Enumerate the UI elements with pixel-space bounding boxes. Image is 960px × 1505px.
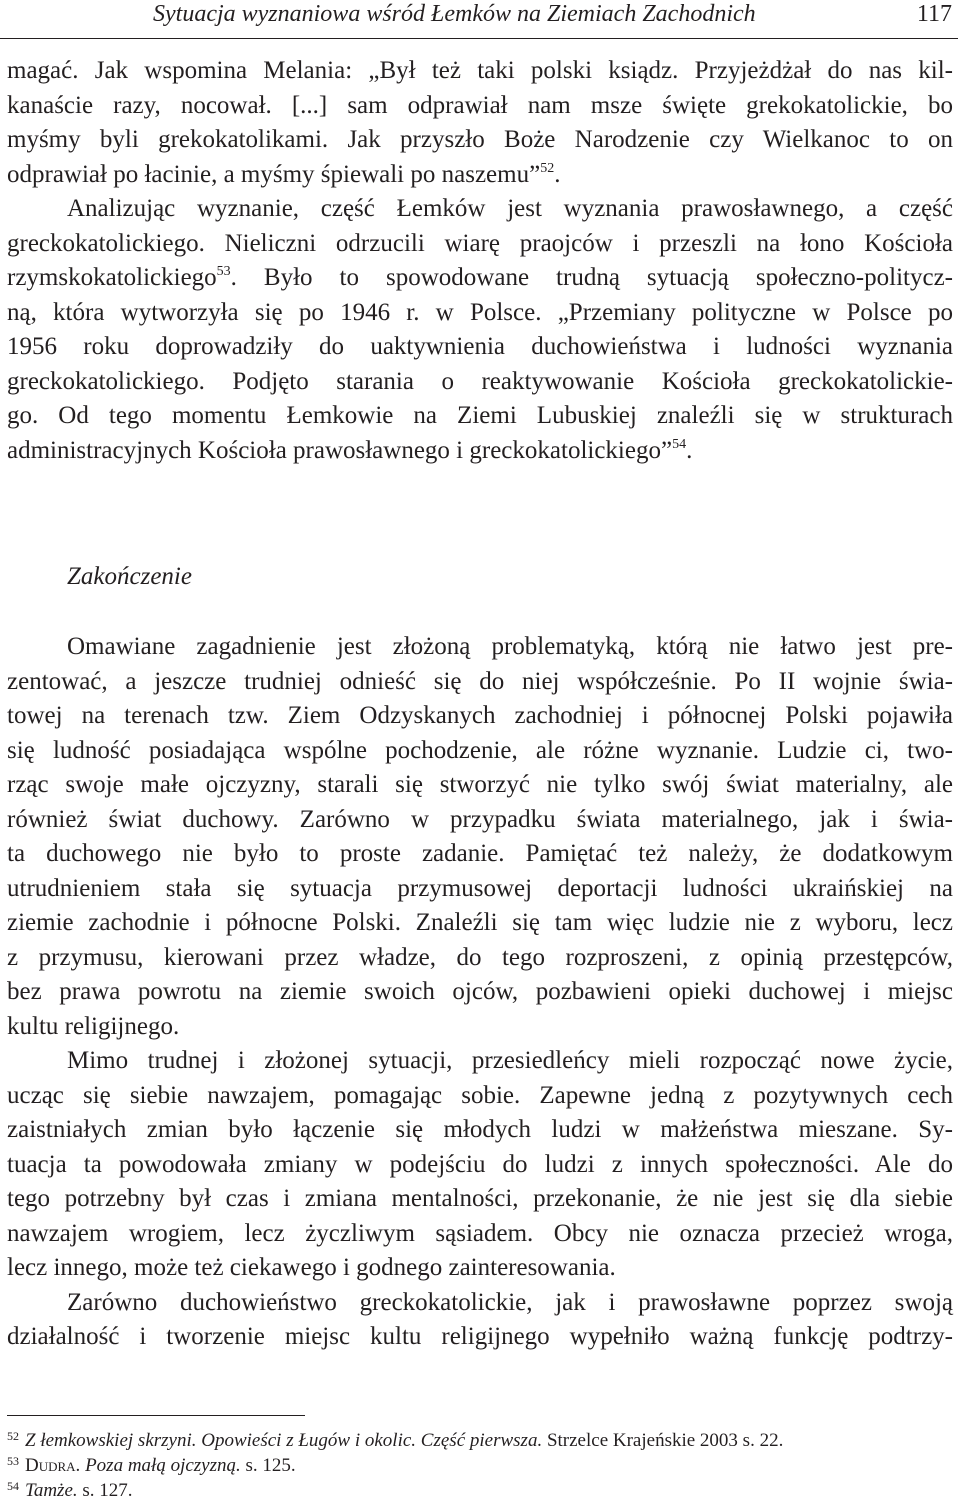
text-line: administracyjnych Kościoła prawosławnego i greckokatolickiego”$^{54}$.: [7, 436, 693, 464]
text-line: ucząc się siebie nawzajem, pomagając sobie. Zapewne jedną z pozytywnych cech: [7, 1081, 953, 1109]
text-line: Zarówno duchowieństwo greckokatolickie, jak i prawosławne poprzez swoją: [67, 1288, 953, 1316]
footnotes: [7, 1428, 953, 1503]
text-line: rzymskokatolickiego$^{53}$. Było to spowodowane trudną sytuacją społeczno-politycz-: [7, 264, 953, 291]
section-heading: Zakończenie: [67, 563, 192, 590]
text-line: rząc swoje małe ojczyzny, starali się stworzyć nie tylko swój świat materialny, ale: [7, 771, 953, 798]
text-line: również świat duchowy. Zarówno w przypadku świata materialnego, jak i świa-: [7, 805, 953, 833]
text-line: magać. Jak wspomina Melania: „Był też taki polski ksiądz. Przyjeżdżał do nas kil-: [7, 57, 953, 84]
footnote-divider: [7, 1415, 305, 1416]
text-line: ta duchowego nie było to proste zadanie. Pamiętać też należy, że dodatkowym: [7, 840, 953, 867]
text-line: greckokatolickiego. Nieliczni odrzucili wiarę praojców i przeszli na łono Kościoła: [7, 229, 953, 257]
text-line: z przymusu, kierowani przez władze, do tego rozproszeni, z opinią przestępców,: [7, 943, 953, 971]
footnote-52: $^{52}$ Z łemkowskiej skrzyni. Opowieści z Ługów i okolic. Część pierwsza. Strzelce Krajeńskie 2003 s. 22.: [7, 1429, 784, 1451]
text-line: Mimo trudnej i złożonej sytuacji, przesiedleńcy mieli rozpocząć nowe życie,: [67, 1047, 953, 1074]
text-line: tuacja ta powodowała zmiany w podejściu do ludzi z innych społeczności. Ale do: [7, 1150, 953, 1178]
text-line: lecz innego, może też ciekawego i godnego zainteresowania.: [7, 1254, 616, 1281]
running-header: [0, 0, 958, 39]
footnote-54: $^{54}$ Tamże. s. 127.: [7, 1479, 133, 1501]
text-line: myśmy byli grekokatolikami. Jak przyszło Boże Narodzenie czy Wielkanoc to on: [7, 126, 953, 153]
text-line: zentować, a jeszcze trudniej odnieść się do niej współcześnie. Po II wojnie świa-: [7, 667, 953, 695]
text-line: nawzajem wrogiem, lecz życzliwym sąsiadem. Obcy nie oznacza przecież wroga,: [7, 1219, 953, 1247]
text-line: zaistniałych zmian było łączenie się młodych ludzi w małżeństwa mieszane. Sy-: [7, 1116, 953, 1143]
text-line: bez prawa powrotu na ziemie swoich ojców, pozbawieni opieki duchowej i miejsc: [7, 978, 953, 1005]
text-line: kultu religijnego.: [7, 1012, 180, 1040]
text-line: greckokatolickiego. Podjęto starania o reaktywowanie Kościoła greckokatolickie-: [7, 367, 953, 395]
footnote-53: $^{53}$ Dudra. Poza małą ojczyzną. s. 125.: [7, 1454, 296, 1476]
text-line: ziemie zachodnie i północne Polski. Znaleźli się tam więc ludzie nie z wyboru, lecz: [7, 909, 953, 936]
text-line: odprawiał po łacinie, a myśmy śpiewali po naszemu”$^{52}$.: [7, 160, 561, 188]
page-number: 117: [916, 1, 952, 27]
text-line: utrudnieniem stała się sytuacja przymusowej deportacji ludności ukraińskiej na: [7, 874, 953, 902]
footnote-ref-52: 52: [540, 160, 555, 176]
text-line: towej na terenach tzw. Ziem Odzyskanych zachodniej i północnej Polski pojawiła: [7, 702, 953, 729]
paragraph-block-2: [7, 630, 953, 1355]
paragraph-block-1: [7, 54, 953, 468]
footnote-ref-54: 54: [672, 436, 687, 452]
text-line: się ludność posiadająca wspólne pochodzenie, ale różne wyznanie. Ludzie ci, two-: [7, 736, 953, 764]
text-line: go. Od tego momentu Łemkowie na Ziemi Lubuskiej znaleźli się w strukturach: [7, 402, 953, 429]
text-line: tego potrzebny był czas i zmiana mentalności, przekonanie, że nie jest się dla siebie: [7, 1185, 953, 1212]
text-line: Analizując wyznanie, część Łemków jest wyznania prawosławnego, a część: [67, 195, 953, 222]
text-line: działalność i tworzenie miejsc kultu religijnego wypełniło ważną funkcję podtrzy-: [7, 1323, 953, 1350]
running-title: Sytuacja wyznaniowa wśród Łemków na Ziemiach Zachodnich: [153, 1, 756, 27]
footnote-ref-53: 53: [216, 264, 231, 279]
text-line: ną, która wytworzyła się po 1946 r. w Polsce. „Przemiany polityczne w Polsce po: [7, 298, 953, 326]
text-line: 1956 roku doprowadziły do uaktywnienia duchowieństwa i ludności wyznania: [7, 333, 953, 360]
text-line: Omawiane zagadnienie jest złożoną problematyką, którą nie łatwo jest pre-: [67, 633, 953, 660]
text-line: kanaście razy, nocował. [...] sam odprawiał nam msze święte grekokatolickie, bo: [7, 91, 953, 119]
